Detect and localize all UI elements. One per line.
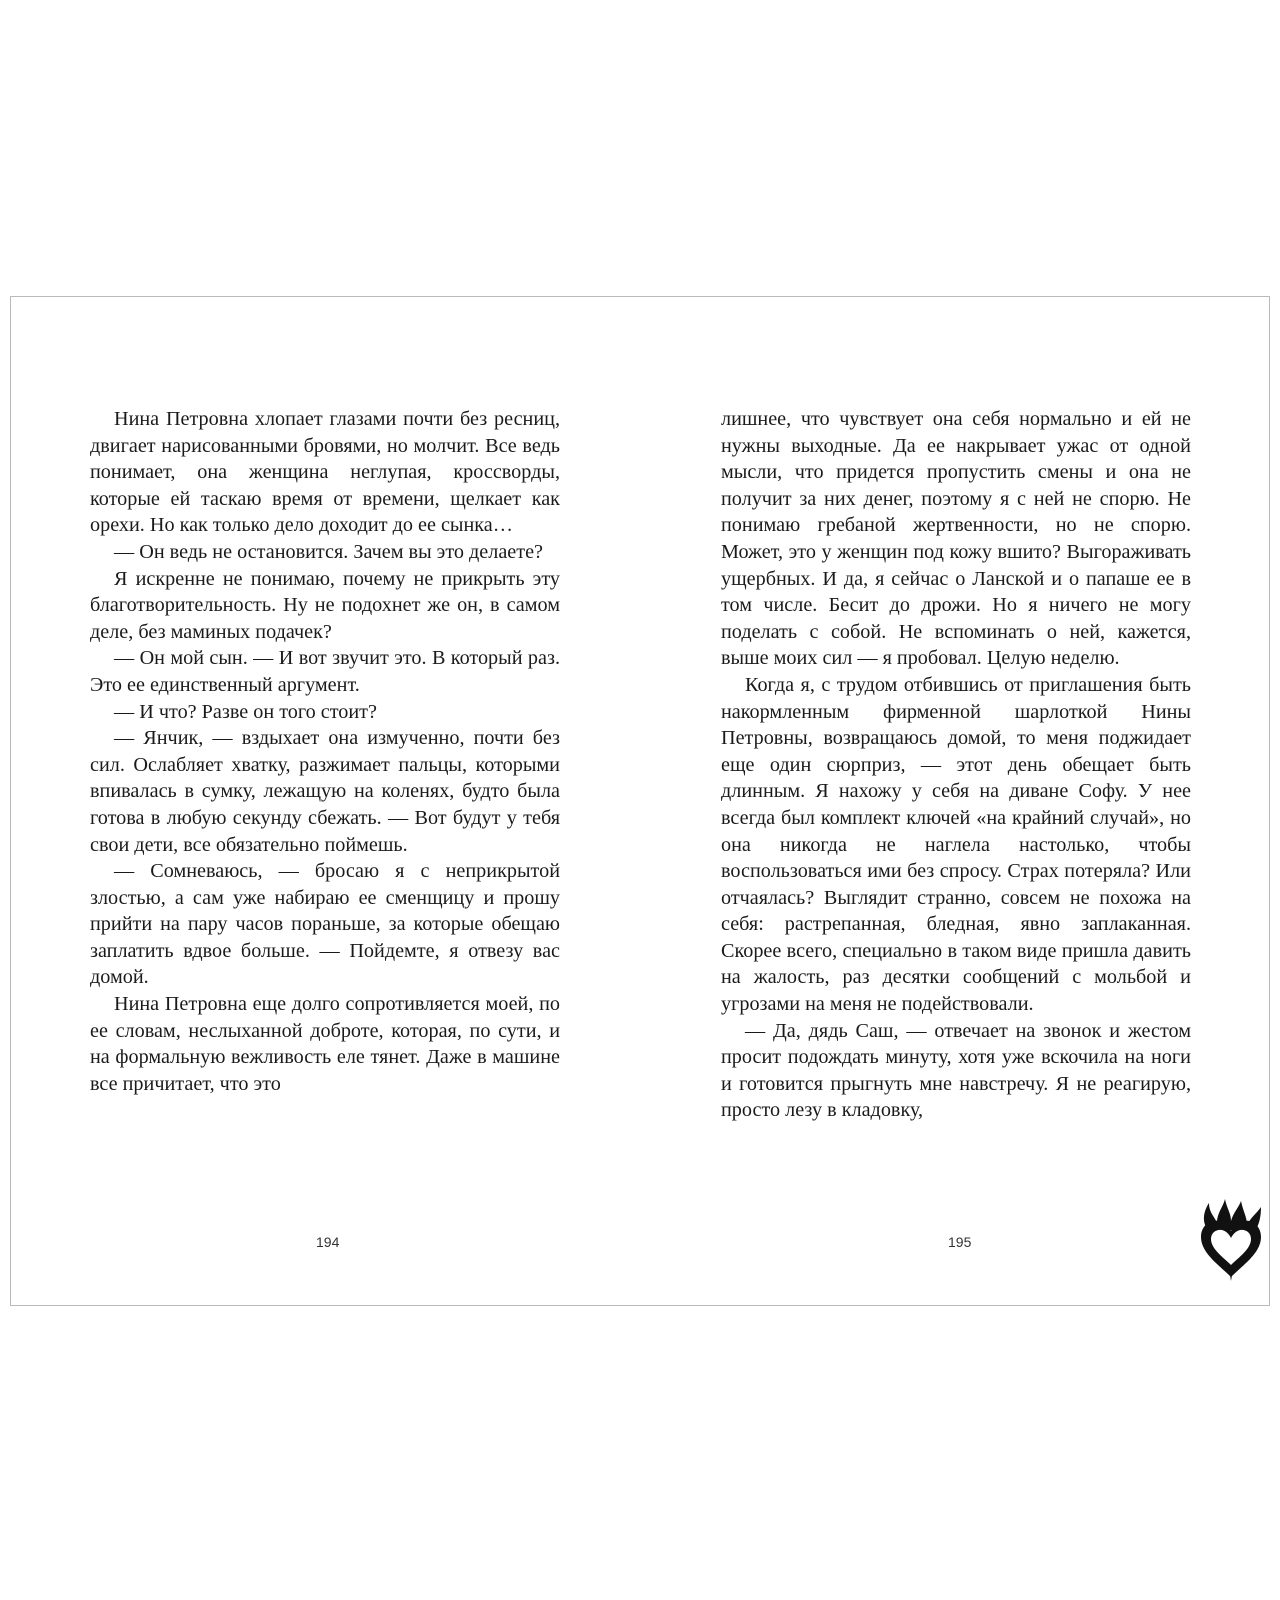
paragraph: Нина Петровна еще долго сопротивляется моей, по ее словам, неслыханной доброте, которая, по сути, и на формальную вежливость еле тянет. Даже в машине все причитает, что это <box>90 993 560 1095</box>
paragraph: Когда я, с трудом отбившись от приглашения быть накормленным фирменной шарлоткой Нины Петровны, возвращаюсь домой, то меня поджидает еще один сюрприз, — этот день обещает быть длинным. Я нахожу у себя на диване Софу. У нее всегда был комплект ключей «на крайний случай», но она никогда не наглела настолько, чтобы воспользоваться ими без спросу. Страх потеряла? Или отчаялась? Выглядит странно, совсем не похожа на себя: растрепанная, бледная, явно заплаканная. Скорее всего, специально в таком виде пришла давить на жалость, раз десятки сообщений с мольбой и угрозами на меня не подействовали. <box>721 673 1191 1016</box>
paragraph: — Он мой сын. — И вот звучит это. В который раз. Это ее единственный аргумент. <box>90 647 560 696</box>
paragraph: — И что? Разве он того стоит? <box>114 700 377 723</box>
right-page-text <box>721 406 1191 1124</box>
left-page-text <box>90 406 560 1097</box>
paragraph: — Он ведь не остановится. Зачем вы это делаете? <box>114 540 544 563</box>
book-spread <box>10 296 1270 1306</box>
page-number: 194 <box>316 1234 340 1250</box>
paragraph: лишнее, что чувствует она себя нормально и ей не нужны выходные. Да ее накрывает ужас от одной мысли, что придется пропустить смены и она не получит за них денег, поэтому я с ней не спорю. Не понимаю гребаной жертвенности, но не спорю. Может, это у женщин под кожу вшито? Выгораживать ущербных. И да, я сейчас о Ланской и о папаше ее в том числе. Бесит до дрожи. Но я ничего не могу поделать с собой. Не вспоминать о ней, кажется, выше моих сил — я пробовал. Целую неделю. <box>721 408 1191 670</box>
flaming-heart-icon <box>1197 1199 1265 1281</box>
paragraph: Я искренне не понимаю, почему не прикрыть эту благотворительность. Ну не подохнет же он, в самом деле, без маминых подачек? <box>90 567 560 643</box>
paragraph: Нина Петровна хлопает глазами почти без ресниц, двигает нарисованными бровями, но молчит. Все ведь понимает, она женщина неглупая, кроссворды, которые ей таскаю время от времени, щелкает как орехи. Но как только дело доходит до ее сынка… <box>90 408 560 537</box>
page-number: 195 <box>948 1234 972 1250</box>
paragraph: — Сомневаюсь, — бросаю я с неприкрытой злостью, а сам уже набираю ее сменщицу и прошу прийти на пару часов пораньше, за которые обещаю заплатить вдвое больше. — Пойдемте, я отвезу вас домой. <box>90 860 560 989</box>
paragraph: — Янчик, — вздыхает она измученно, почти без сил. Ослабляет хватку, разжимает пальцы, которыми впивалась в сумку, лежащую на коленях, будто была готова в любую секунду сбежать. — Вот будут у тебя свои дети, все обязательно поймешь. <box>90 727 560 856</box>
paragraph: — Да, дядь Саш, — отвечает на звонок и жестом просит подождать минуту, хотя уже вскочила на ноги и готовится прыгнуть мне навстречу. Я не реагирую, просто лезу в кладовку, <box>721 1019 1191 1122</box>
